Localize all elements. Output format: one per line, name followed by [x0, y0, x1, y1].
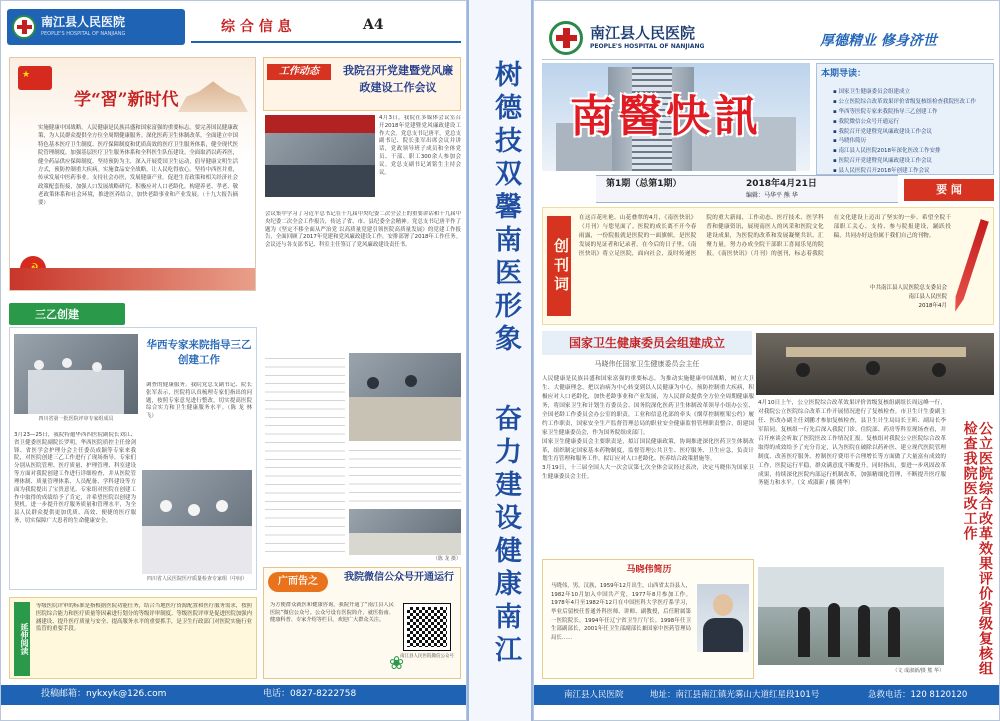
sanyi-text-b: 3月23—25日，我院特邀华西四医院副院长刘江、省卫健委医院副院长罗明，华西医院质控主任徐剑锋、省医学会护理分会主任委员成颖等专家来我院，对医院创建三乙工作进行了现场指导。专家们分别从医院管理、医疗质量、护理管理、科室建设等方面对我院创建工作进行详细检查，并从医院管理体制、质量管理体系、人员配备、学科建设等方面为我院提出了宝贵意见。专家组对医院在创建工作中取得的成绩给予了肯定，并希望医院以创建为契机，进一步提升医疗服务质量和管理水平，为全县人民群众提供更加优质、高效、便捷的医疗服务，切实保障广大患者的生命健康安全。: [14, 432, 136, 525]
left-masthead: [7, 9, 185, 45]
side-photo-caption: （文 成淑新/摄 熊 华）: [892, 668, 944, 674]
issue-number: 第1期（总第1期）: [606, 179, 682, 189]
sanyi-photo-2-caption: 四川省人民医院医疗质量检查专家组（中间）: [146, 576, 247, 582]
contact-phone: 电话：0827-8222758: [263, 689, 357, 699]
pen-icon: [949, 218, 992, 314]
work-text-d: [349, 445, 461, 507]
footer-emergency: 急救电话：120 8120120: [868, 690, 968, 700]
center-strip: [467, 0, 533, 721]
feature-title: 学“習”新时代: [74, 90, 179, 110]
left-page: [0, 0, 467, 721]
section-title: 综 合 信 息: [221, 19, 292, 35]
work-text-b: 会议集中学习了习近平总书记在十九届中央纪委二次全会上的重要讲话和十九届中央纪委二次全会工作报告，传达了省、市、县纪委全会精神。党总支书记唐平作了题为《坚定不移全面从严治党 以高质量党建引领医院高质量发展》的党建工作报告，全面回顾了2017年党建和党风廉政建设工作，安排部署了2018年工作任务。会议还与各支部书记、科室主任签订了党风廉政建设责任书。: [265, 211, 461, 249]
top-slogan: 树德技双馨南医形象: [490, 60, 521, 357]
ad-box: [263, 567, 461, 679]
chuangkan-box: [542, 207, 994, 325]
guide-item[interactable]: ▪ 医院召开党建暨党风廉政建设工作会议: [833, 158, 932, 165]
bio-title: 马晓伟简历: [626, 565, 672, 575]
feature-box: [9, 57, 256, 291]
ad-text: 为方便群众就医和健康咨询，我院开通了“南江县人民医院”微信公众号。公众号设有医院简介、就医指南、健康科普、专家介绍等栏目，欢迎广大群众关注。: [270, 602, 394, 624]
extension-box: [9, 597, 257, 679]
hospital-logo-icon-right: [549, 21, 583, 55]
work-photo-1: [265, 115, 375, 197]
sanyi-tag: [9, 303, 125, 325]
work-headline: 我院召开党建暨党风廉政建设工作会议: [343, 64, 453, 95]
yaowen-tag: 要 闻: [904, 179, 994, 201]
bio-portrait: [697, 584, 749, 652]
qr-code: [404, 604, 450, 650]
right-footer: [534, 685, 999, 705]
guowei-text: 人民健康是民族昌盛和国家富强的重要标志。为推动实施健康中国战略，树立大卫生、大健康理念，把以治病为中心转变到以人民健康为中心，预防控制重大疾病，积极应对人口老龄化，加快老龄事业和产业发展，为人民群众提供全方位全周期健康服务，将国家卫生和计划生育委员会、国务院深化医药卫生体制改革领导小组办公室、全国老龄工作委员会办公室的职责，工业和信息化部的牵头《烟草控制框架公约》履约工作职责，国家安全生产监督管理总局的职业安全健康监督管理职责整合，组建国家卫生健康委员会，作为国务院组成部门。 国家卫生健康委员会主要职责是，拟订国民健康政策，协调推进深化医药卫生体制改革，组织制定国家基本药物制度，监督管理公共卫生、医疗服务、卫生应急，负责计划生育管理和服务工作，拟订应对人口老龄化、医养结合政策措施等。 3月19日，十三届全国人大一次会议第七次全体会议经过表决，决定马晓伟为国家卫生健康委员会主任。: [542, 376, 754, 481]
paper-title: 南醫快訊: [570, 91, 762, 142]
guide-box: [816, 63, 994, 175]
ad-tag: 广而告之: [268, 572, 328, 592]
side-headline: 公立医院综合改革效果评价省级复核组检查我院医改工作: [961, 421, 993, 676]
issue-bar: [596, 175, 898, 203]
guide-item[interactable]: ▪ 公立医院综合改革效果评价省级复核组检查我院医改工作: [833, 98, 976, 105]
bio-text: 马晓伟，男，汉族，1959年12月出生，山西省太谷县人，1982年10月加入中国共产党，1977年8月参加工作。1978年4月至1982年12月在中国医科大学医疗系学习，毕业后留校任普通外科医师、讲师、副教授，后任附属第一医院院长。1994年任辽宁省卫生厅厅长。1998年任卫生部副部长，2001年任卫生部副部长兼国家中医药管理局局长……: [551, 583, 691, 641]
sanyi-photo-2: [142, 470, 252, 574]
hospital-name: 南江县人民医院: [41, 15, 126, 29]
side-text: 4月10日上午，公立医院综合改革效果评价省级复核组副组长周远峰一行，对我院公立医院综合改革工作开展情况进行了复核检查。市卫生计生委副主任、医改办副主任刘鹏才参加复核检查，县卫生计生局局长王昕、副局长李军陪同。复核组一行先后深入我院门诊、住院部、药房等科室现场查看，并召开座谈会听取了医院医改工作情况汇报。复核组对我院公立医院综合改革取得的成效给予了充分肯定，认为医院在破除以药补医、建立现代医院管理制度、改善医疗服务、控制医疗费用不合理增长等方面做了大量富有成效的工作，医院运行平稳，群众满意度不断提升。同时指出，要进一步巩固改革成果，持续深化医院内部运行机制改革，加强精细化管理，不断提升医疗服务能力和水平。（文 成淑新 / 摄 熊华）: [758, 400, 946, 487]
guide-item[interactable]: ▪ 国家卫生健康委员会组建成立: [833, 89, 910, 95]
work-photo-3: [349, 509, 461, 555]
extension-text: 等级医院评审的标准是指根据医院功能任务，结合当地医疗资源配置和医疗服务需求，按照医院综合能力和医疗质量等因素进行划分的等级评审制度。等级医院评审是促进医院加强内涵建设、提升医疗质量与安全、提高服务水平的重要抓手，是卫生行政部门对医院实施行业监管的重要手段。: [36, 603, 252, 633]
contribution-email: 投稿邮箱：nykxyk@126.com: [41, 689, 167, 699]
issue-date: 2018年4月21日: [746, 179, 817, 189]
sanyi-headline: 华西专家来院指导三乙创建工作: [146, 339, 252, 367]
left-footer: [1, 685, 466, 705]
sanyi-text-a: 调查的健康服务。我院党总支副书记、院长张军表示，医院将认真梳理专家们指出的问题，按照专家意见进行整改，切实提高医院综合实力和卫生健康服务水平。（陈 龙 林 飞）: [146, 382, 252, 420]
work-photo-2: [349, 353, 461, 441]
guide-item[interactable]: ▪ 华西等医院专家来我院指导三乙创建工作: [833, 108, 938, 115]
chuangkan-signature: 中共南江县人民医院总支委员会 南江县人民医院 2018年4月: [869, 285, 947, 309]
guide-item[interactable]: ▪ 县人民医院召开2018年创建工作会议: [833, 168, 930, 175]
bottom-slogan: 奋力建设健康南江: [490, 404, 521, 668]
guide-title: 本期导读：: [821, 69, 867, 79]
hospital-name-en: PEOPLE'S HOSPITAL OF NANJIANG: [41, 31, 126, 37]
header-rule: [191, 41, 461, 43]
work-text-c: [265, 353, 345, 553]
qr-caption: 南江县人民医院微信公众号: [400, 654, 454, 659]
extension-label: 延伸阅读: [14, 602, 30, 676]
guide-list: [833, 88, 991, 177]
page-number: A4: [363, 17, 384, 33]
motto: 厚德精业 修身济世: [820, 33, 937, 49]
guowei-subheadline: 马晓伟任国家卫生健康委员会主任: [594, 360, 700, 368]
hospital-logo-icon: [12, 15, 36, 39]
footer-hospital: 南江县人民医院: [564, 690, 624, 700]
ad-lamp-icon: ❀: [389, 653, 405, 674]
sanyi-title: 三乙创建: [35, 308, 79, 321]
issue-editor: 编辑：马华平 熊 华: [746, 192, 798, 199]
guide-item[interactable]: ▪ 我院微信公众号开通运行: [833, 118, 899, 125]
right-page: [533, 0, 1000, 721]
flag-icon: ★: [18, 66, 52, 90]
lamp-illustration: [464, 638, 465, 639]
guowei-headline: 国家卫生健康委员会组建成立: [542, 331, 752, 355]
temple-illustration: [178, 78, 248, 112]
guide-item[interactable]: ▪ 南江县人民医院2018年深化医改工作安排: [833, 148, 941, 155]
masthead-rule: [542, 59, 994, 60]
chuangkan-text: 在这百花吐艳、山花叠翠的4月，《南医快讯》（月刊）与您见面了。医院的成长离不开今春雨露，一份院报就是医院的一面旗帜，是医院发展的见证者和记录者。在今后的日子里，《南医快讯》将立足医院，面向社会，及时传递医院的重大新闻、工作动态、医疗技术、医学科普和健康资讯，展现南医人的风采和医院文化建设成果，为医院的改革和发展凝聚共识、汇聚力量，努力办成全院干部职工喜闻乐见的院报。《南医快讯》（月刊）的创刊，标志着我院在文化建设上迈出了坚实的一步。希望全院干部职工关心、支持、参与院报建设，踊跃投稿，共同办好这份属于我们自己的刊物。: [579, 215, 951, 257]
sanyi-box: [9, 327, 257, 590]
ad-headline: 我院微信公众号开通运行: [344, 572, 454, 583]
guowei-photo: [756, 333, 994, 395]
feature-text: 实施健康中国战略。人民健康是民族昌盛和国家富强的重要标志。要完善国民健康政策，为人民群众提供全方位全周期健康服务。深化医药卫生体制改革，全面建立中国特色基本医疗卫生制度、医疗保障制度和优质高效的医疗卫生服务体系，健全现代医院管理制度。加强基层医疗卫生服务体系和全科医生队伍建设。全面取消以药养医，健全药品供应保障制度。坚持预防为主，深入开展爱国卫生运动，倡导健康文明生活方式，预防控制重大疾病。实施食品安全战略，让人民吃得放心。坚持中西医并重，传承发展中医药事业。支持社会办医，发展健康产业。促进生育政策和相关经济社会政策配套衔接，加强人口发展战略研究。积极应对人口老龄化，构建养老、孝老、敬老政策体系和社会环境，推进医养结合，加快老龄事业和产业发展。（十九大报告摘要）: [38, 125, 238, 207]
work-tag: 工作动态: [267, 64, 331, 80]
hospital-name-en-right: PEOPLE'S HOSPITAL OF NANJIANG: [590, 43, 705, 50]
side-photo: [758, 567, 944, 665]
work-text-a: 4月3日，我院在多媒体会议室召开2018年党建暨党风廉政建设工作大会。党总支书记唐平，党总支副书记、院长张军出席会议并讲话，党政领导班子成员和全体党员、干部、职工300余人参加会议。党总支副书记刘铭生主持会议。: [379, 115, 461, 176]
guide-item[interactable]: ▪ 我院召开党建暨党风廉政建设工作会议: [833, 128, 932, 135]
work-headline-box: [263, 57, 461, 111]
chuangkan-label: 创刊词: [547, 216, 571, 316]
work-photo-caption: （陈 龙 摄）: [432, 556, 461, 562]
footer-address: 地址：南江县南江镇光雾山大道红星段101号: [650, 690, 820, 700]
feature-bottom-band: [10, 268, 256, 291]
bio-box: [542, 559, 754, 679]
hospital-name-right: 南江县人民医院: [590, 24, 696, 42]
sanyi-photo-1-caption: 四川省第一批医院评审专家组成员: [38, 416, 114, 422]
guide-item[interactable]: ▪ 马晓伟简历: [833, 138, 866, 145]
sanyi-photo-1: [14, 334, 138, 414]
